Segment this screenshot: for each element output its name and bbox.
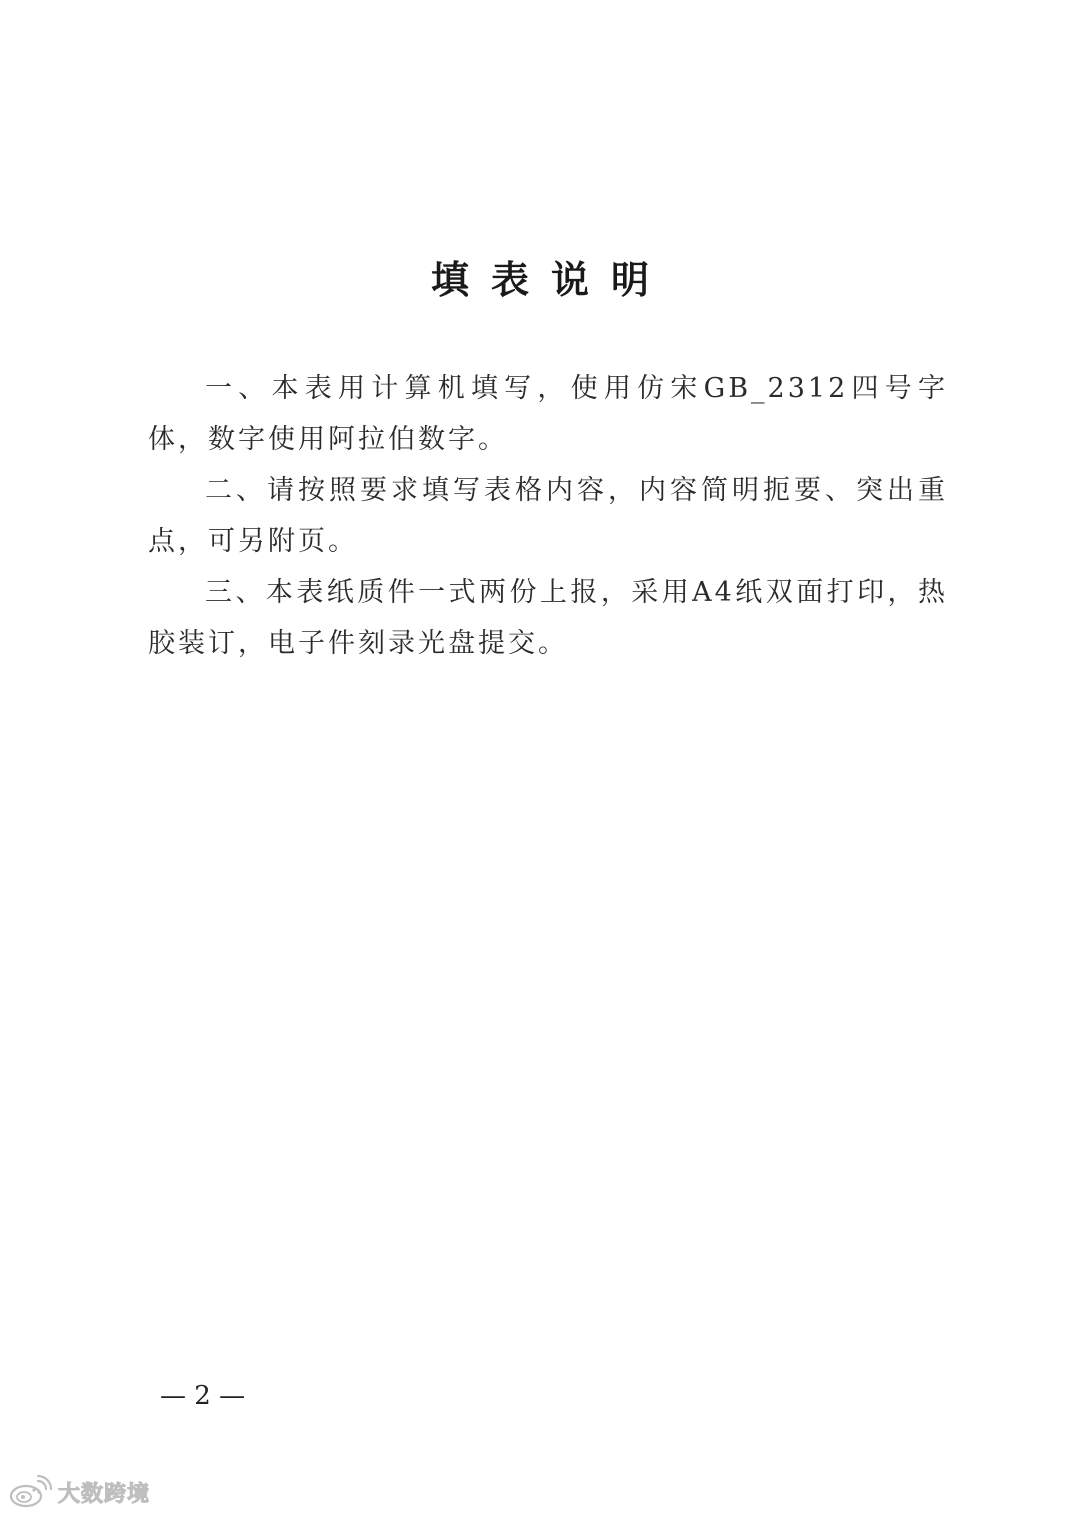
watermark-text: 大数跨境 [58, 1481, 151, 1507]
instruction-paragraph-2: 二、请按照要求填写表格内容，内容简明扼要、突出重点，可另附页。 [148, 475, 948, 557]
instruction-paragraph-3: 三、本表纸质件一式两份上报，采用A4纸双面打印，热胶装订，电子件刻录光盘提交。 [148, 577, 948, 659]
document-title: 填表说明 [430, 258, 671, 302]
page-number: — 2 — [160, 1381, 246, 1411]
instructions-body [148, 363, 948, 669]
instruction-paragraph-1: 一、本表用计算机填写，使用仿宋GB_2312四号字体，数字使用阿拉伯数字。 [148, 373, 948, 455]
watermark [8, 1472, 150, 1512]
weibo-logo-icon [8, 1475, 54, 1509]
